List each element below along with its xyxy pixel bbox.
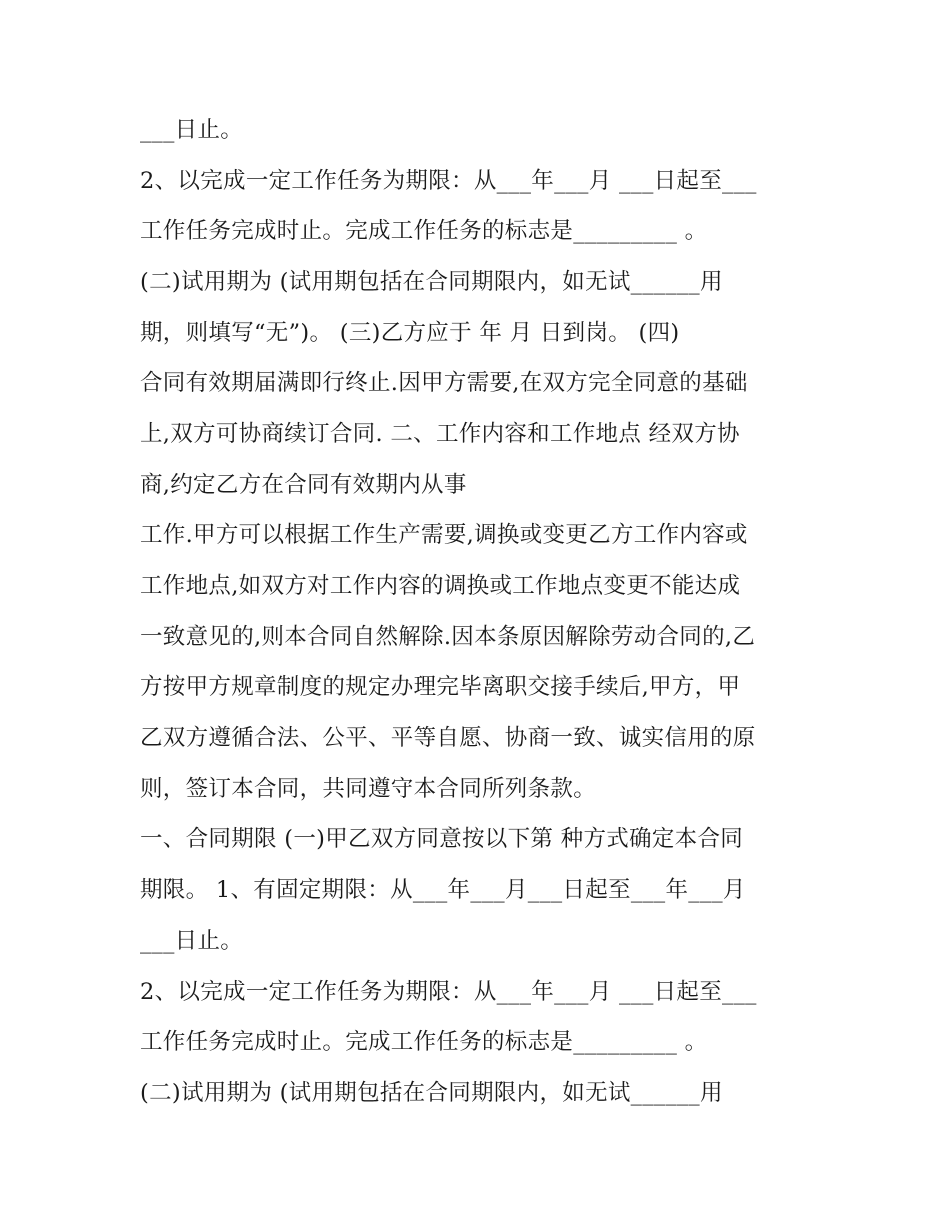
text-line: 工作任务完成时止。完成工作任务的标志是_________ 。 [140, 218, 708, 244]
text-line: 一、合同期限 (一)甲乙双方同意按以下第 种方式确定本合同 [140, 826, 744, 852]
text-line: (二)试用期为 (试用期包括在合同期限内，如无试______用 [140, 1080, 723, 1106]
text-line: 上,双方可协商续订合同. 二、工作内容和工作地点 经双方协 [140, 421, 740, 447]
text-line: ___日止。 [140, 928, 244, 954]
text-line: 工作任务完成时止。完成工作任务的标志是_________ 。 [140, 1029, 708, 1055]
text-line: 工作地点,如双方对工作内容的调换或工作地点变更不能达成 [140, 573, 741, 599]
text-line: ___日止。 [140, 117, 244, 143]
text-line: 工作.甲方可以根据工作生产需要,调换或变更乙方工作内容或 [140, 522, 748, 548]
text-line: 期，则填写“无”)。 (三)乙方应于 年 月 日到岗。 (四) [140, 320, 680, 346]
text-line: 则，签订本合同，共同遵守本合同所列条款。 [140, 776, 597, 802]
text-line: 商,约定乙方在合同有效期内从事 [140, 472, 467, 498]
text-line: 期限。 1、有固定期限：从___年___月___日起至___年___月 [140, 877, 746, 903]
text-line: 合同有效期届满即行终止.因甲方需要,在双方完全同意的基础 [140, 370, 748, 396]
text-line: 乙双方遵循合法、公平、平等自愿、协商一致、诚实信用的原 [140, 725, 756, 751]
text-line: 2、以完成一定工作任务为期限：从___年___月 ___日起至___ [140, 168, 757, 194]
text-line: 2、以完成一定工作任务为期限：从___年___月 ___日起至___ [140, 979, 757, 1005]
text-line: (二)试用期为 (试用期包括在合同期限内，如无试______用 [140, 269, 723, 295]
text-line: 方按甲方规章制度的规定办理完毕离职交接手续后,甲方，甲 [140, 674, 741, 700]
text-line: 一致意见的,则本合同自然解除.因本条原因解除劳动合同的,乙 [140, 624, 756, 650]
